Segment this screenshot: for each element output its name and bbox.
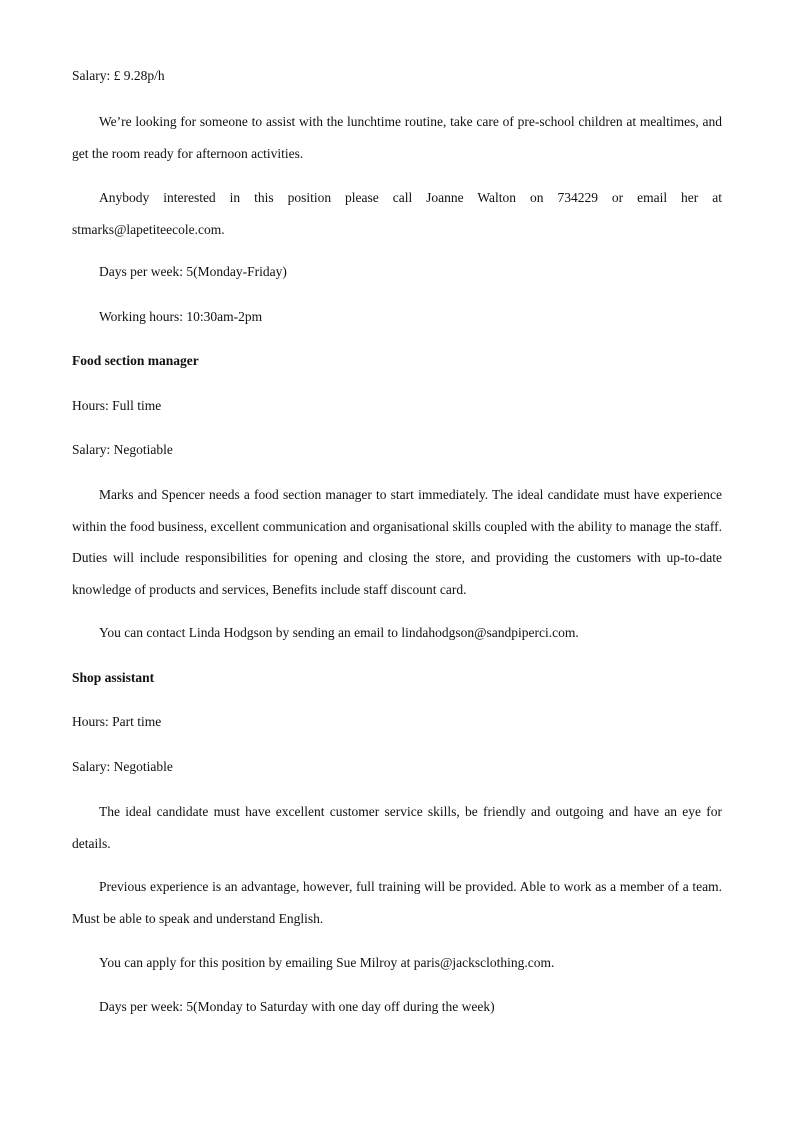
shop-assistant-salary: Salary: Negotiable bbox=[72, 759, 173, 774]
shop-assistant-heading: Shop assistant bbox=[72, 670, 155, 685]
lunchtime-working-hours: Working hours: 10:30am-2pm bbox=[99, 309, 263, 324]
shop-assistant-days: Days per week: 5(Monday to Saturday with one day off during the week) bbox=[99, 999, 495, 1014]
lunchtime-contact: Anybody interested in this position please call Joanne Walton on 734229 or email her at stmarks@lapetiteecole.com. bbox=[72, 190, 722, 237]
food-manager-contact: You can contact Linda Hodgson by sending an email to lindahodgson@sandpiperci.com. bbox=[99, 625, 579, 640]
food-manager-salary: Salary: Negotiable bbox=[72, 442, 173, 457]
shop-assistant-hours: Hours: Part time bbox=[72, 714, 162, 729]
lunchtime-description: We’re looking for someone to assist with the lunchtime routine, take care of pre-school children at mealtimes, and get the room ready for afternoon activities. bbox=[72, 114, 722, 161]
food-manager-heading: Food section manager bbox=[72, 353, 199, 368]
shop-assistant-contact: You can apply for this position by emailing Sue Milroy at paris@jacksclothing.com. bbox=[99, 955, 555, 970]
food-manager-description: Marks and Spencer needs a food section manager to start immediately. The ideal candidate must have experience within the food business, excellent communication and organisational skills coupled with the ability to manage the staff. Duties will include responsibilities for opening and closing the store, and providing the customers with up-to-date knowledge of products and services, Benefits include staff discount card. bbox=[72, 487, 722, 597]
shop-assistant-experience: Previous experience is an advantage, however, full training will be provided. Able to work as a member of a team. Must be able to speak and understand English. bbox=[72, 879, 722, 926]
lunchtime-salary: Salary: £ 9.28p/h bbox=[72, 68, 165, 83]
shop-assistant-description: The ideal candidate must have excellent customer service skills, be friendly and outgoing and have an eye for details. bbox=[72, 804, 722, 851]
lunchtime-days: Days per week: 5(Monday-Friday) bbox=[99, 264, 287, 279]
food-manager-hours: Hours: Full time bbox=[72, 398, 162, 413]
